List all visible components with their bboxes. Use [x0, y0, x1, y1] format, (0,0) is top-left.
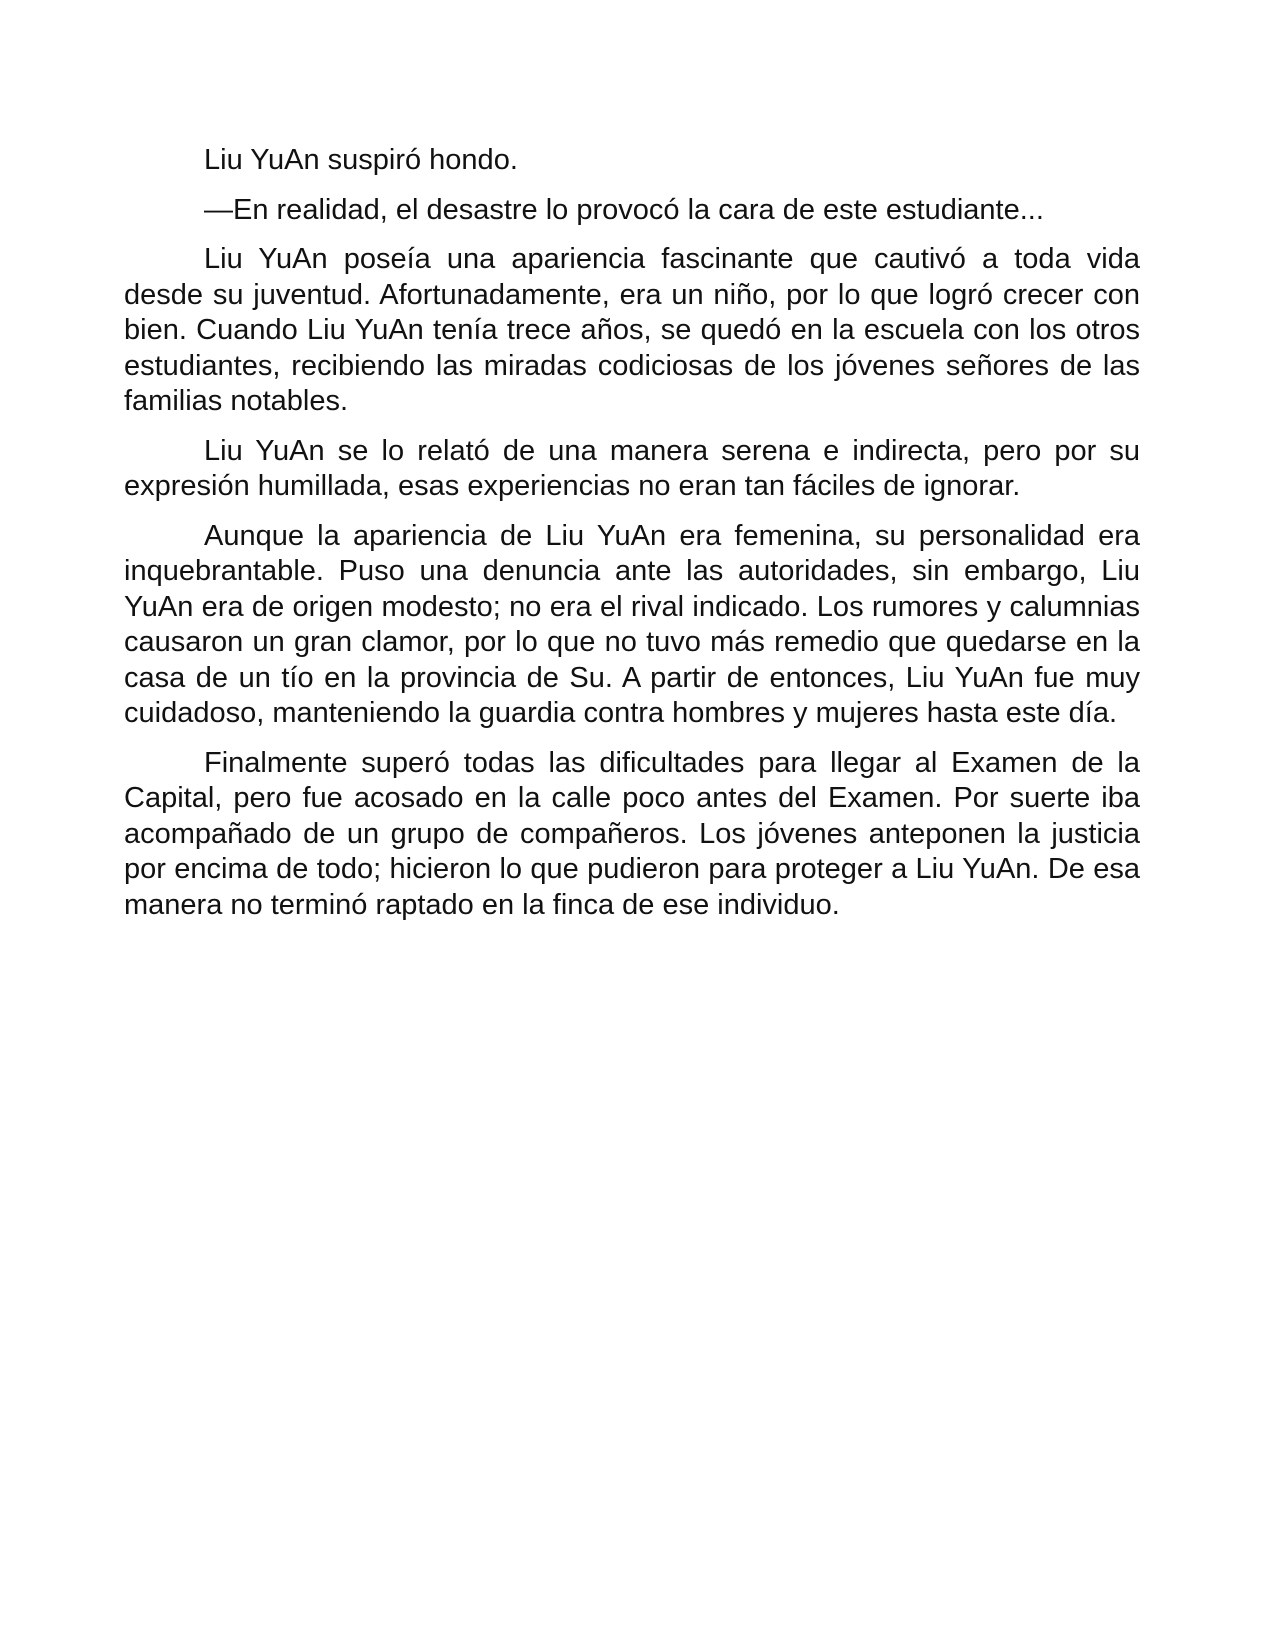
paragraph-6: Finalmente superó todas las dificultades para llegar al Examen de la Capital, pero fue acosado en la calle poco antes del Examen. Por suerte iba acompañado de un grupo de compañeros. Los jóvenes anteponen la justicia por encima de todo; hicieron lo que pudieron para proteger a Liu YuAn. De esa manera no terminó raptado en la finca de ese individuo. [124, 746, 1140, 921]
document-page [124, 143, 1140, 937]
paragraph-3: Liu YuAn poseía una apariencia fascinante que cautivó a toda vida desde su juventud. Afortunadamente, era un niño, por lo que logró crecer con bien. Cuando Liu YuAn tenía trece años, se quedó en la escuela con los otros estudiantes, recibiendo las miradas codiciosas de los jóvenes señores de las familias notables. [124, 243, 1140, 417]
paragraph-2: —En realidad, el desastre lo provocó la cara de este estudiante... [204, 193, 1044, 226]
paragraph-4: Liu YuAn se lo relató de una manera serena e indirecta, pero por su expresión humillada, esas experiencias no eran tan fáciles de ignorar. [124, 434, 1140, 502]
paragraph-1: Liu YuAn suspiró hondo. [204, 144, 518, 176]
paragraph-5: Aunque la apariencia de Liu YuAn era femenina, su personalidad era inquebrantable. Puso una denuncia ante las autoridades, sin embargo, Liu YuAn era de origen modesto; no era el rival indicado. Los rumores y calumnias causaron un gran clamor, por lo que no tuvo más remedio que quedarse en la casa de un tío en la provincia de Su. A partir de entonces, Liu YuAn fue muy cuidadoso, manteniendo la guardia contra hombres y mujeres hasta este día. [124, 519, 1140, 729]
